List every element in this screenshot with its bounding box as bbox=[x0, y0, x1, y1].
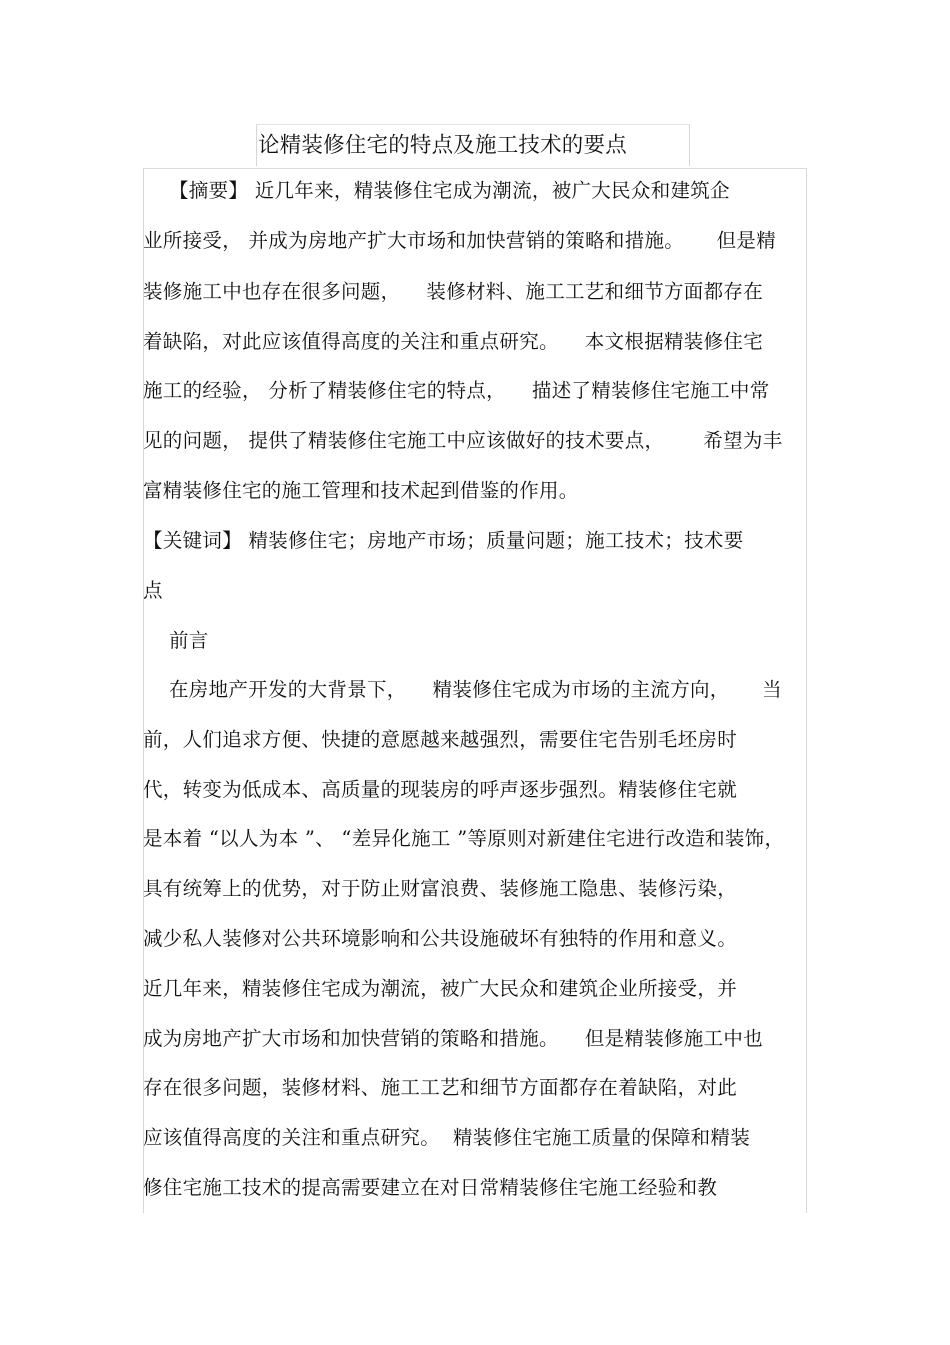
frame-top-rule bbox=[143, 168, 807, 169]
text-line: 业所接受， 并成为房地产扩大市场和加快营销的策略和措施。 但是精 bbox=[143, 229, 776, 252]
text-line: 【摘要】 近几年来，精装修住宅成为潮流，被广大民众和建筑企 bbox=[143, 179, 730, 202]
section-heading: 前言 bbox=[143, 629, 209, 652]
text-line: 前，人们追求方便、快捷的意愿越来越强烈，需要住宅告别毛坯房时 bbox=[143, 728, 738, 751]
text-line: 着缺陷，对此应该值得高度的关注和重点研究。 本文根据精装修住宅 bbox=[143, 330, 763, 353]
keywords-line: 【关键词】 精装修住宅；房地产市场；质量问题；施工技术；技术要 bbox=[143, 529, 744, 552]
text-line: 在房地产开发的大背景下， 精装修住宅成为市场的主流方向， 当 bbox=[143, 678, 782, 701]
text-line: 装修施工中也存在很多问题， 装修材料、施工工艺和细节方面都存在 bbox=[143, 280, 763, 303]
frame-right-rule bbox=[806, 168, 807, 1213]
text-line: 是本着 “以人为本 ”、 “差异化施工 ”等原则对新建住宅进行改造和装饰， bbox=[143, 827, 785, 850]
text-line: 成为房地产扩大市场和加快营销的策略和措施。 但是精装修施工中也 bbox=[143, 1027, 763, 1050]
text-line: 存在很多问题，装修材料、施工工艺和细节方面都存在着缺陷，对此 bbox=[143, 1076, 738, 1099]
text-line: 应该值得高度的关注和重点研究。 精装修住宅施工质量的保障和精装 bbox=[143, 1126, 750, 1149]
text-line: 代，转变为低成本、高质量的现装房的呼声逐步强烈。精装修住宅就 bbox=[143, 778, 738, 801]
text-line: 施工的经验， 分析了精装修住宅的特点， 描述了精装修住宅施工中常 bbox=[143, 379, 770, 402]
text-line: 近几年来，精装修住宅成为潮流，被广大民众和建筑企业所接受，并 bbox=[143, 977, 738, 1000]
text-line: 具有统筹上的优势，对于防止财富浪费、装修施工隐患、装修污染， bbox=[143, 877, 738, 900]
keywords-line: 点 bbox=[143, 579, 163, 602]
text-line: 减少私人装修对公共环境影响和公共设施破坏有独特的作用和意义。 bbox=[143, 927, 738, 950]
text-line: 富精装修住宅的施工管理和技术起到借鉴的作用。 bbox=[143, 479, 579, 502]
text-line: 修住宅施工技术的提高需要建立在对日常精装修住宅施工经验和教 bbox=[143, 1176, 718, 1199]
text-line: 见的问题， 提供了精装修住宅施工中应该做好的技术要点， 希望为丰 bbox=[143, 429, 783, 452]
page-title: 论精装修住宅的特点及施工技术的要点 bbox=[258, 133, 627, 158]
